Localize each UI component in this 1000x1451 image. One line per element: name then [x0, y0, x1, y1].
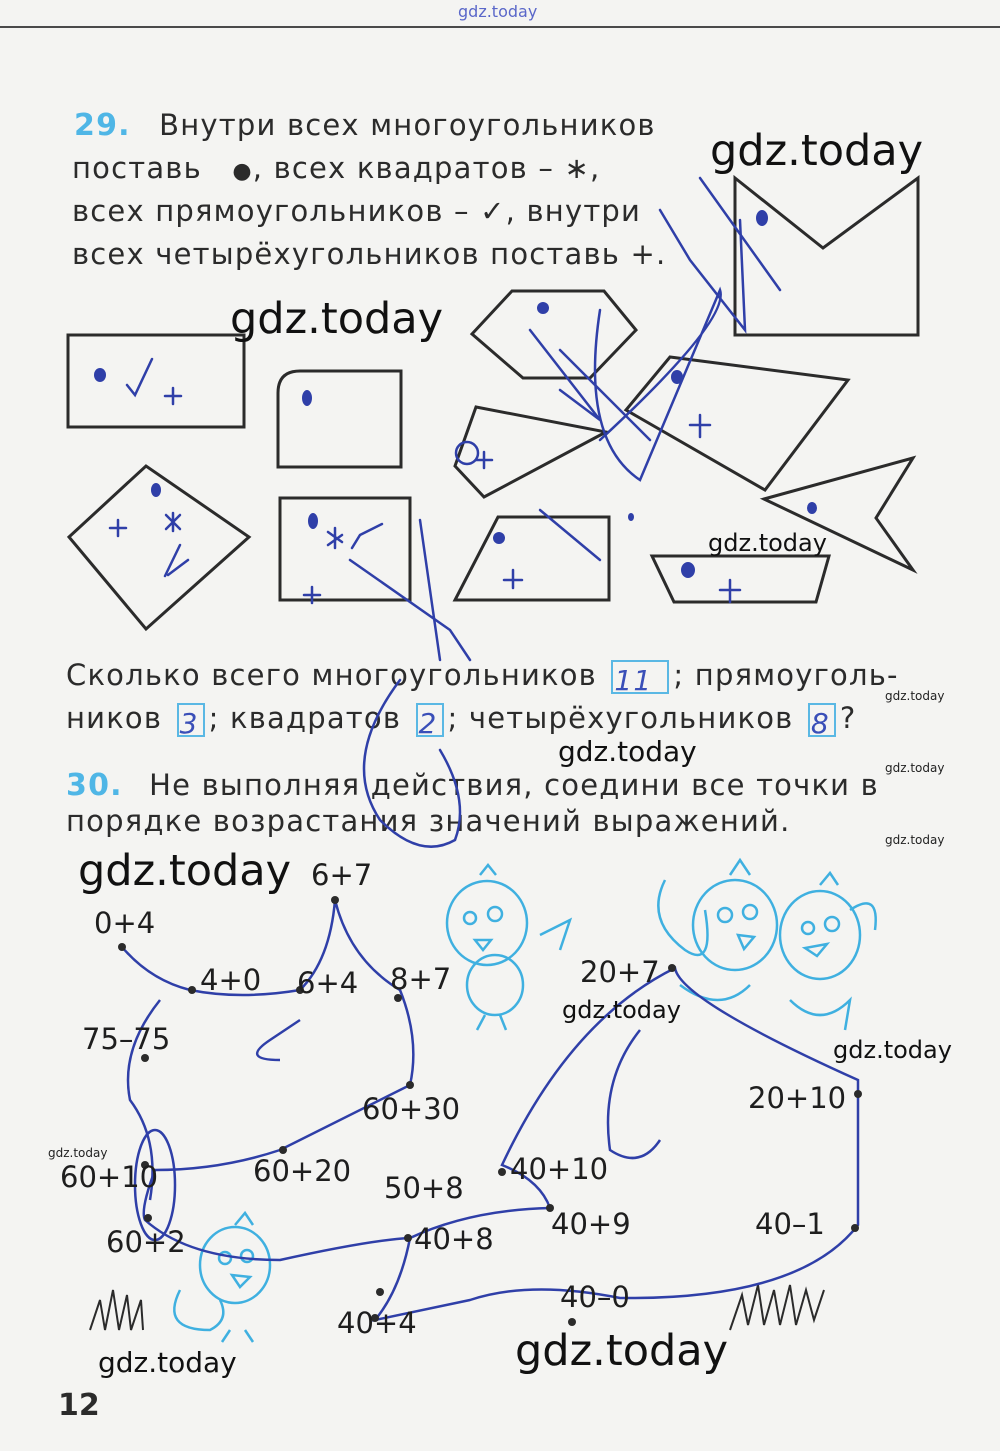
point-label: 60+30 — [362, 1092, 461, 1126]
watermark: gdz.today — [885, 833, 945, 847]
point-label: 60+20 — [253, 1154, 352, 1188]
watermark: gdz.today — [562, 996, 681, 1024]
task30-line2: порядке возрастания значений выражений. — [66, 804, 791, 838]
point-label: 60+10 — [60, 1160, 159, 1194]
task29-line3: всех прямоугольников – ✓, внутри — [72, 194, 642, 228]
polygons — [68, 178, 918, 629]
chick-3 — [780, 873, 876, 1030]
answer-squares[interactable]: 2 — [416, 703, 444, 737]
point-label: 40+4 — [337, 1306, 417, 1340]
watermark: gdz.today — [98, 1346, 237, 1379]
polygon-pentagon-notch — [735, 178, 918, 335]
watermark: gdz.today — [48, 1146, 108, 1160]
question-line1: Сколько всего многоугольников 11 ; прямоуголь- — [66, 658, 899, 697]
watermark: gdz.today — [885, 761, 945, 775]
task29-line2: поставь ●, всех квадратов – ∗, — [72, 151, 601, 185]
answer-polygons[interactable]: 11 — [611, 660, 669, 694]
question-line2: ников 3 ; квадратов 2 ; четырёхугольников 8 ? — [66, 701, 857, 740]
header-watermark: gdz.today — [458, 2, 538, 21]
watermark: gdz.today — [558, 735, 697, 768]
watermark: gdz.today — [708, 529, 827, 557]
point-label: 40+9 — [551, 1207, 631, 1241]
chick-2 — [658, 860, 777, 1000]
point-label: 4+0 — [200, 963, 262, 997]
point-label: 40–0 — [560, 1280, 630, 1314]
point-label: 0+4 — [94, 906, 156, 940]
point-label: 20+7 — [580, 955, 660, 989]
task29-line1: 29. Внутри всех многоугольников — [74, 108, 656, 143]
point-label: 75–75 — [82, 1022, 171, 1056]
polygon-hexagon — [472, 291, 636, 378]
polygon-pentagon-rounded — [278, 371, 401, 467]
point-label: 40+8 — [414, 1222, 494, 1256]
dot-marks — [94, 210, 817, 578]
watermark: gdz.today — [833, 1036, 952, 1064]
polygon-square — [280, 498, 410, 600]
task29-number: 29. — [74, 108, 131, 143]
point-label: 60+2 — [106, 1225, 186, 1259]
watermark: gdz.today — [885, 689, 945, 703]
watermark: gdz.today — [710, 126, 924, 176]
point-label: 8+7 — [390, 962, 452, 996]
watermark: gdz.today — [230, 294, 444, 344]
task30-line1: 30. Не выполняя действия, соедини все точки в — [66, 768, 879, 803]
point-label: 6+7 — [311, 858, 373, 892]
chick-1 — [447, 865, 570, 1030]
watermark: gdz.today — [515, 1326, 729, 1376]
polygon-quad-large — [626, 357, 848, 490]
watermark: gdz.today — [78, 846, 292, 896]
point-label: 6+4 — [297, 966, 359, 1000]
polygon-trapezoid — [455, 517, 609, 600]
point-label: 50+8 — [384, 1171, 464, 1205]
answer-rectangles[interactable]: 3 — [177, 703, 205, 737]
chick-4 — [174, 1213, 270, 1342]
polygon-rectangle-1 — [68, 335, 244, 427]
point-label: 40–1 — [755, 1207, 825, 1241]
task29-line4: всех четырёхугольников поставь +. — [72, 237, 667, 271]
task30-number: 30. — [66, 768, 123, 803]
point-label: 20+10 — [748, 1081, 847, 1115]
point-label: 40+10 — [510, 1152, 609, 1186]
answer-quadrilaterals[interactable]: 8 — [808, 703, 836, 737]
polygon-parallelogram — [652, 556, 829, 602]
page-number: 12 — [58, 1388, 100, 1423]
